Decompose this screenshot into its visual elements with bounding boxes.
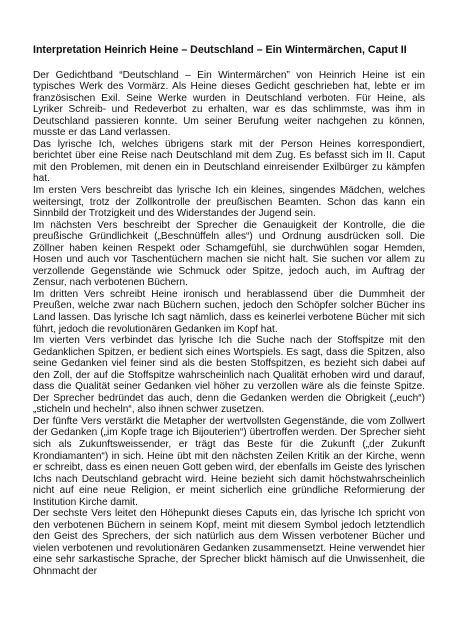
- paragraph-lyrical-i: Das lyrische Ich, welches übrigens stark mit der Person Heines korrespondiert, berichtet über eine Reise nach Deutschland mit dem Zug. Es befasst sich im II. Caput mit den Problemen, mit denen ein in Deutschland einreisender Exilbürger zu kämpfen hat.: [33, 138, 425, 185]
- paragraph-verse-6: Der sechste Vers leitet den Höhepunkt dieses Caputs ein, das lyrische Ich spricht von den verbotenen Büchern in seinem Kopf, meint mit diesem Symbol jedoch letztendlich den Geist des Sprechers, der sich natürlich aus dem Wissen verbotener Bücher und vielen verbotenen und revolutionären Gedanken zusammensetzt. Heine verwendet hier eine sehr sarkastische Sprache, der Sprecher blickt hämisch auf die Unwissenheit, die Ohnmacht der: [33, 508, 425, 578]
- paragraph-verse-2: Im nächsten Vers beschreibt der Sprecher die Genauigkeit der Kontrolle, die die preußische Gründlichkeit („Beschnüffeln alles“) und Ordnung ausdrücken soll. Die Zöllner haben keinen Respekt oder Schamgefühl, sie durchwühlen sogar Hemden, Hosen und auch vor Taschentüchern machen sie nicht halt. Sie suchen vor allem zu verzollende Gegenstände wie Schmuck oder Spitze, jedoch auch, im Auftrag der Zensur, nach verbotenen Büchern.: [33, 219, 425, 289]
- paragraph-verse-4: Im vierten Vers verbindet das lyrische Ich die Suche nach der Stoffspitze mit den Gedanklichen Spitzen, er bedient sich eines Wortspiels. Es sagt, dass die Spitzen, also seine Gedanken viel feiner sind als die besten Stoffspitzen, es bezieht sich dabei auf den Zoll, der auf die Stoffspitze wahrscheinlich nach Qualität erhoben wird und darauf, dass die Qualität seiner Gedanken viel höher zu verzollen wäre als die feinste Spitze. Der Sprecher bedründet das auch, denn die Gedanken werden die Obrigkeit („euch“) „sticheln und hecheln“, also ihnen schwer zusetzen.: [33, 335, 425, 416]
- paragraph-verse-1: Im ersten Vers beschreibt das lyrische Ich ein kleines, singendes Mädchen, welches weitersingt, trotz der Zollkontrolle der preußischen Beamten. Schon das kann ein Sinnbild der Trotzigkeit und des Widerstandes der Jugend sein.: [33, 184, 425, 220]
- paragraph-verse-3: Im dritten Vers schreibt Heine ironisch und herablassend über die Dummheit der Preußen, welche zwar nach Büchern suchen, jedoch den Schöpfer solcher Bücher ins Land lassen. Das lyrische Ich sagt nämlich, dass es keinerlei verbotene Bücher mit sich führt, jedoch die revolutionären Gedanken im Kopf hat.: [33, 288, 425, 335]
- paragraph-intro: Der Gedichtband “Deutschland – Ein Wintermärchen” von Heinrich Heine ist ein typisches Werk des Vormärz. Als Heine dieses Gedicht geschrieben hat, lebte er im französischen Exil. Seine Werke wurden in Deutschland verboten. Für Heine, als Lyriker Schreib- und Redeverbot zu erhalten, war es das schlimmste, was ihm in Deutschland passieren konnte. Um seiner Berufung weiter nachgehen zu können, musste er das Land verlassen.: [33, 69, 425, 139]
- paragraph-verse-5: Der fünfte Vers verstärkt die Metapher der wertvollsten Gegenstände, die vom Zollwert der Gedanken („im Kopfe trage ich Bijouterien“) übertroffen werden. Der Sprecher sieht sich als Zukunftsweissender, er trägt das Beste für die Zukunft („der Zukunft Krondiamanten“) in sich. Heine übt mit den nächsten Zeilen Kritik an der Kirche, wenn er schreibt, dass es einen neuen Gott geben wird, der ebenfalls im Geiste des lyrischen Ichs nach Deutschland gebracht wird. Heine bezieht sich damit höchstwahrscheinlich nicht auf eine neue Religion, er meint sicherlich eine gründliche Reformierung der Institution Kirche damit.: [33, 415, 425, 508]
- document-title: Interpretation Heinrich Heine – Deutschland – Ein Wintermärchen, Caput II: [33, 44, 407, 56]
- document-body: [33, 44, 425, 578]
